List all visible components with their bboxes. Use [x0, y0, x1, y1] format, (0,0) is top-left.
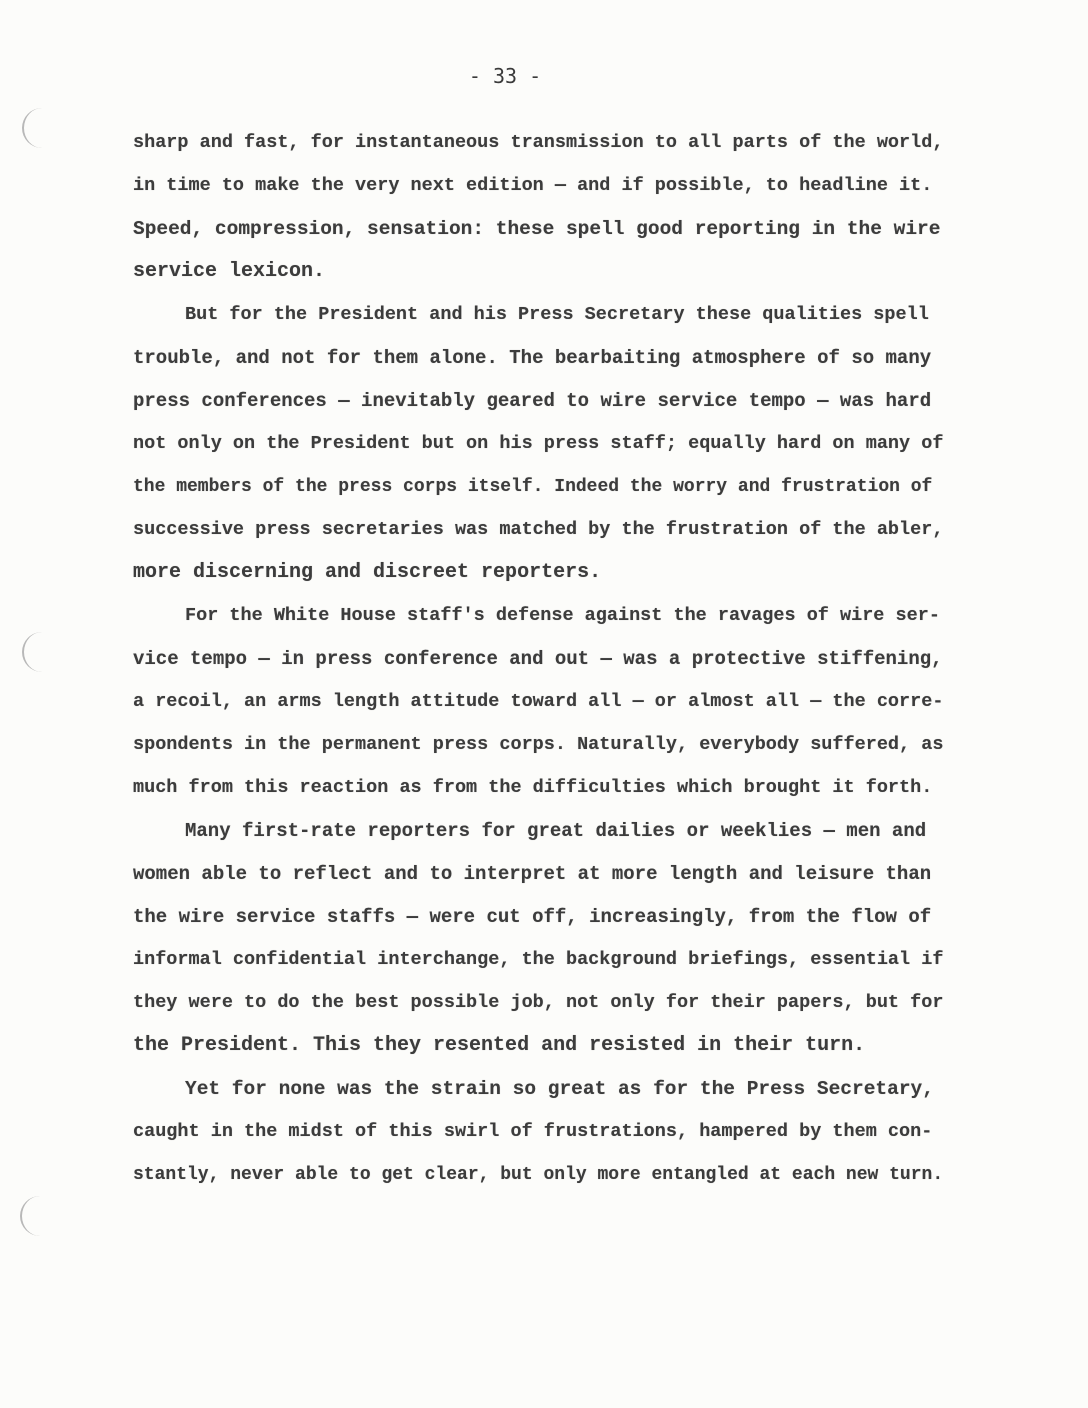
text-line: press conferences — inevitably geared to wire service tempo — was hard: [133, 390, 932, 412]
text-line: For the White House staff's defense against the ravages of wire ser-: [185, 605, 940, 626]
text-line: the wire service staffs — were cut off, increasingly, from the flow of: [133, 906, 932, 928]
punch-hole-mark-bottom: [20, 1196, 40, 1236]
text-line: sharp and fast, for instantaneous transmission to all parts of the world,: [133, 132, 944, 153]
text-line: But for the President and his Press Secretary these qualities spell: [185, 304, 929, 325]
text-line: the members of the press corps itself. Indeed the worry and frustration of: [133, 477, 933, 497]
text-line: a recoil, an arms length attitude toward all — or almost all — the corre-: [133, 691, 944, 712]
text-line: more discerning and discreet reporters.: [133, 561, 602, 584]
punch-hole-mark-top: [22, 108, 42, 148]
text-line: Many first-rate reporters for great dailies or weeklies — men and: [185, 820, 927, 842]
punch-hole-mark-middle: [22, 632, 42, 672]
text-line: not only on the President but on his press staff; equally hard on many of: [133, 433, 944, 454]
text-line: much from this reaction as from the difficulties which brought it forth.: [133, 777, 933, 798]
text-line: vice tempo — in press conference and out — was a protective stiffening,: [133, 648, 943, 670]
text-line: stantly, never able to get clear, but only more entangled at each new turn.: [133, 1165, 944, 1185]
page-number: - 33 -: [468, 64, 542, 88]
text-line: spondents in the permanent press corps. Naturally, everybody suffered, as: [133, 734, 944, 755]
text-line: trouble, and not for them alone. The bearbaiting atmosphere of so many: [133, 347, 932, 369]
text-line: service lexicon.: [133, 260, 326, 283]
text-line: caught in the midst of this swirl of frustrations, hampered by them con-: [133, 1121, 933, 1142]
text-line: Yet for none was the strain so great as for the Press Secretary,: [185, 1078, 934, 1100]
text-line: in time to make the very next edition — and if possible, to headline it.: [133, 175, 933, 196]
text-line: women able to reflect and to interpret at more length and leisure than: [133, 863, 932, 885]
text-line: informal confidential interchange, the background briefings, essential if: [133, 949, 944, 970]
text-line: the President. This they resented and resisted in their turn.: [133, 1034, 866, 1057]
text-line: they were to do the best possible job, not only for their papers, but for: [133, 992, 944, 1013]
text-line: Speed, compression, sensation: these spell good reporting in the wire: [133, 218, 941, 240]
text-line: successive press secretaries was matched by the frustration of the abler,: [133, 519, 944, 540]
